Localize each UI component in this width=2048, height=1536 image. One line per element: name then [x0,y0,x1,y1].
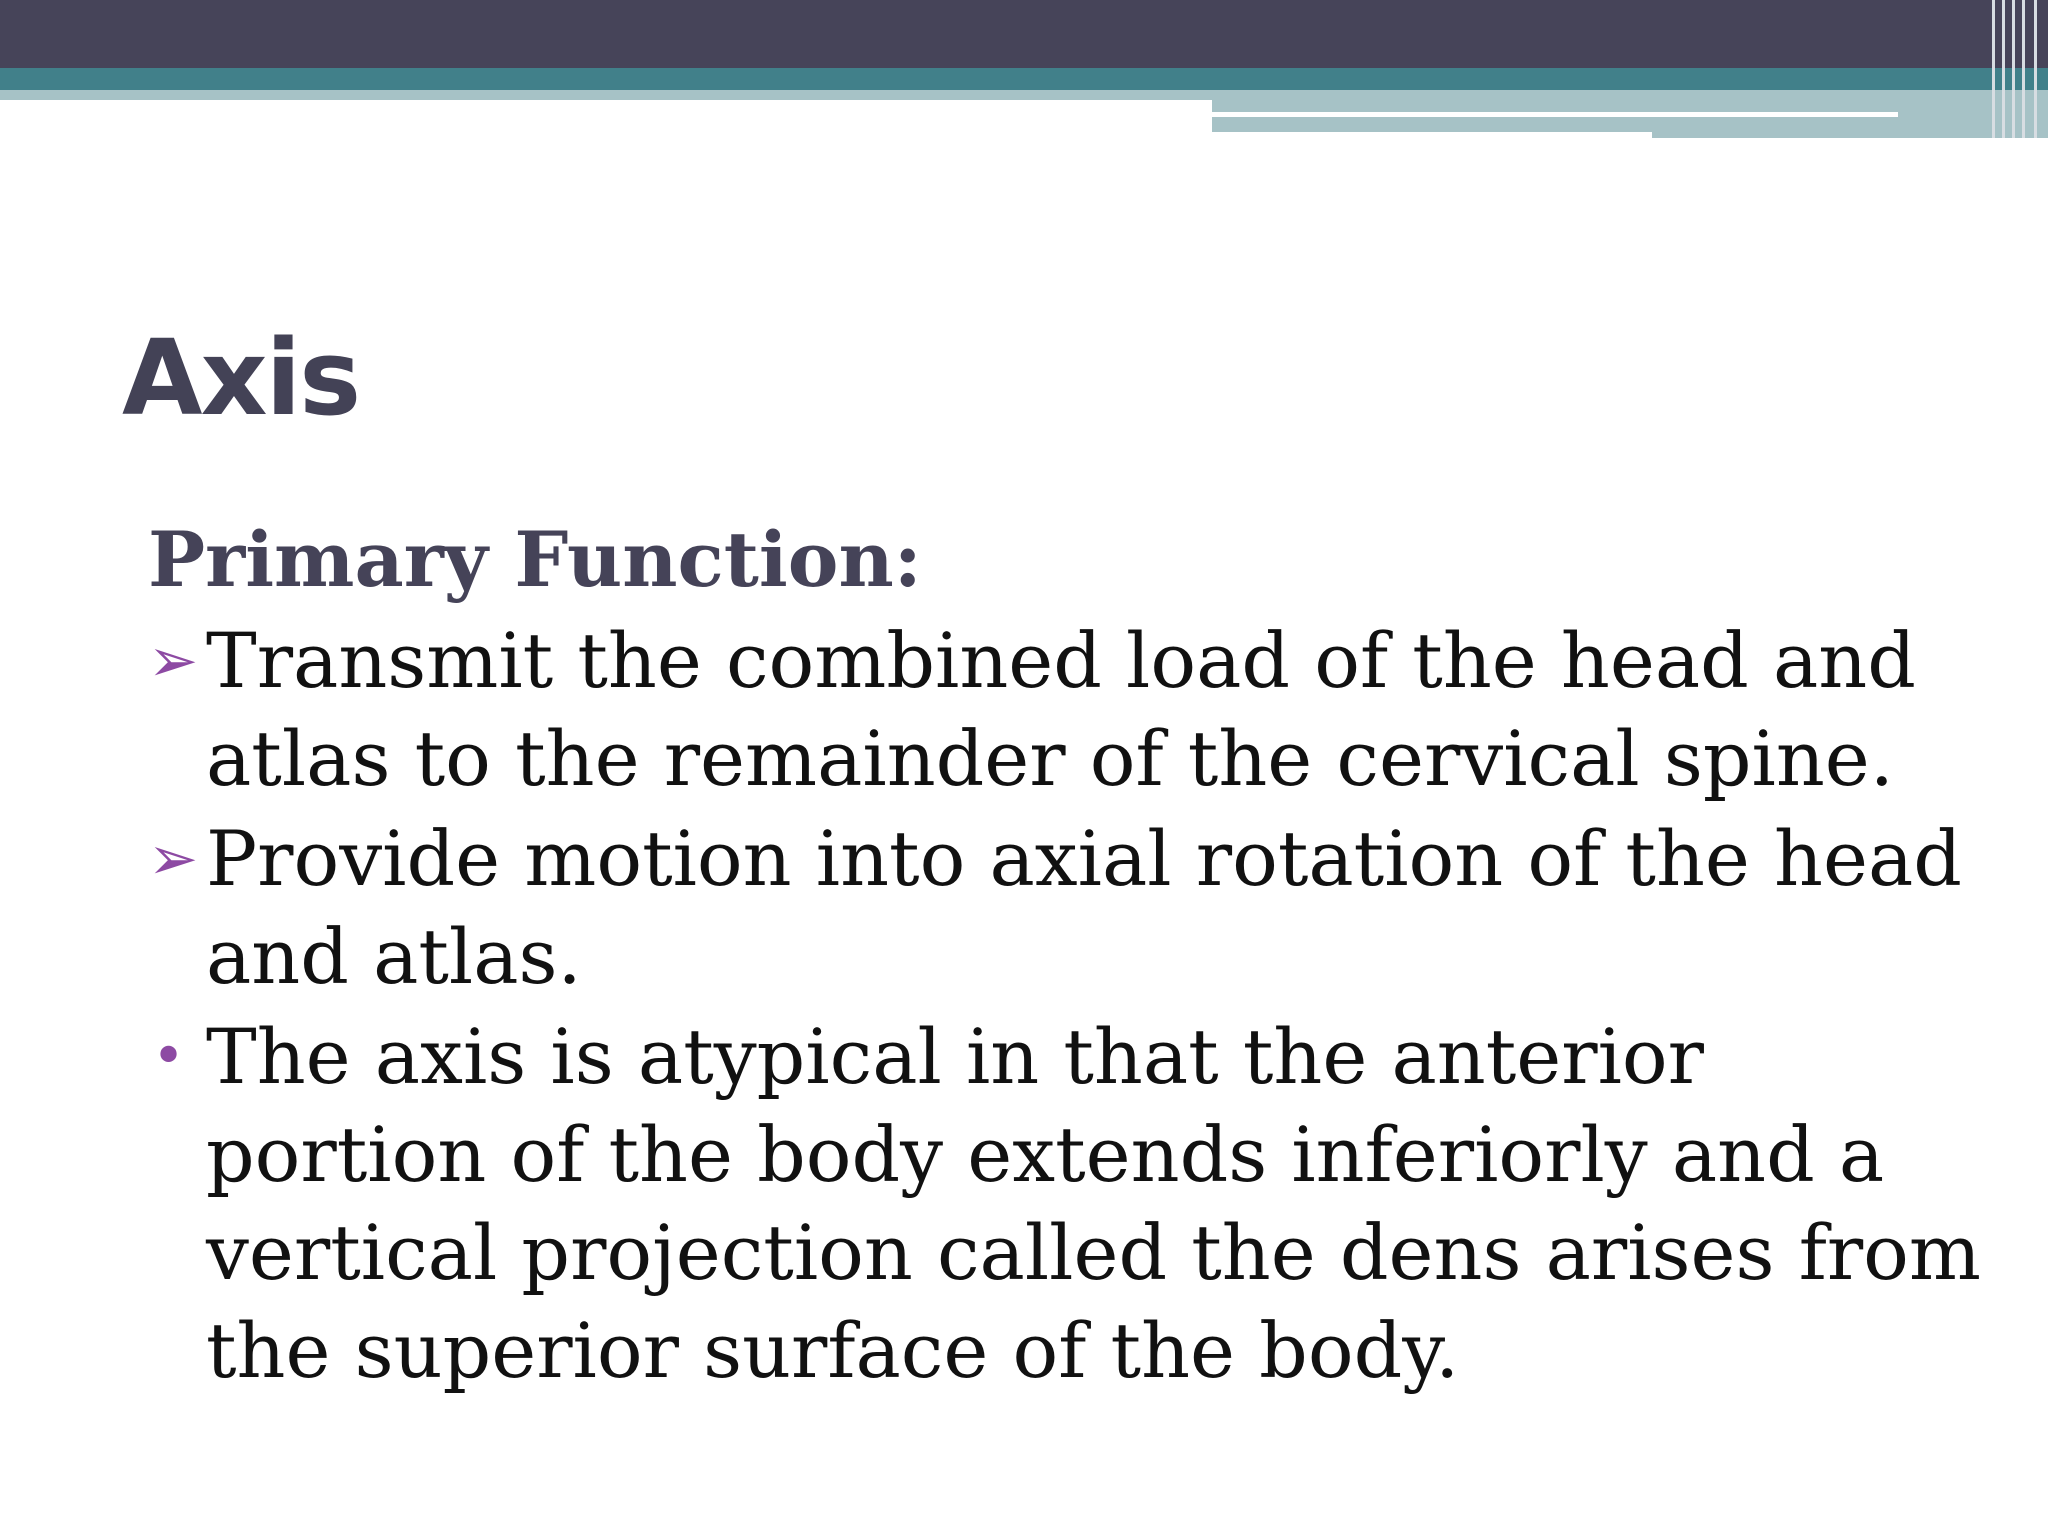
header-stripes [1988,0,2048,138]
slide-title: Axis [122,317,360,439]
bullet-text: Provide motion into axial rotation of the head and atlas. [206,814,1962,1001]
header-band-light-right [1212,90,2048,132]
header-band-light-left [0,90,1212,100]
arrow-bullet-icon: ➢ [148,824,199,894]
header-band-teal [0,68,2048,90]
subheading: Primary Function: [148,515,922,604]
dot-bullet-icon: • [152,1024,186,1089]
header-band-dark [0,0,2048,68]
bullet-text: The axis is atypical in that the anterior portion of the body extends inferiorly and a vertical projection called the dens arises from the superior surface of the body. [206,1012,1981,1395]
slide-body [148,510,2008,1402]
bullet-item [148,810,2008,1006]
header-band-white-line [1212,112,1898,117]
bullet-text: Transmit the combined load of the head and atlas to the remainder of the cervical spine. [206,616,1916,803]
arrow-bullet-icon: ➢ [148,626,199,696]
bullet-item [148,612,2008,808]
bullet-item [148,1008,2008,1400]
